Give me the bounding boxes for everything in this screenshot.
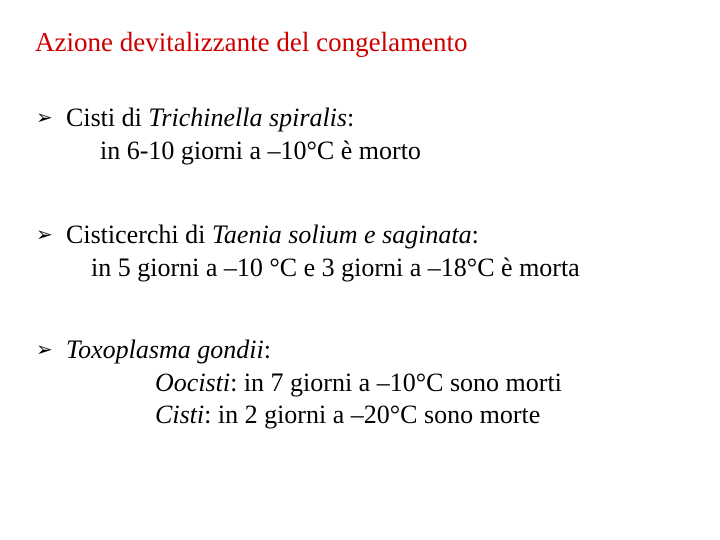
bullet-heading-text [66,219,479,251]
bullet-prefix: Cisticerchi di [66,220,212,249]
bullet-heading [36,334,562,367]
detail-label: Oocisti [155,368,231,397]
detail-text: : in 2 giorni a –20°C sono morte [204,400,541,429]
bullet-heading [36,219,580,252]
arrow-bullet-icon: ➢ [36,105,53,129]
detail-label: Cisti [155,400,205,429]
detail-text: in 5 giorni a –10 °C e 3 giorni a –18°C è morta [91,253,580,282]
bullet-heading-text [66,334,271,366]
bullet-suffix: : [347,103,355,132]
detail-text: : in 7 giorni a –10°C sono morti [230,368,562,397]
bullet-suffix: : [471,220,479,249]
bullet-item-toxoplasma [36,334,562,431]
bullet-heading-text [66,102,354,134]
slide-title: Azione devitalizzante del congelamento [35,27,468,57]
species-name: Toxoplasma gondii [66,335,264,364]
bullet-heading [36,102,421,135]
bullet-item-taenia [36,219,580,284]
detail-text: in 6-10 giorni a –10°C è morto [100,136,421,165]
bullet-prefix: Cisti di [66,103,149,132]
arrow-bullet-icon: ➢ [36,337,53,361]
detail-line [36,252,580,284]
detail-line-cisti [36,399,562,431]
arrow-bullet-icon: ➢ [36,222,53,246]
species-name: Trichinella spiralis [148,103,348,132]
species-name: Taenia solium e saginata [211,220,472,249]
detail-line [36,135,421,167]
bullet-item-trichinella [36,102,421,167]
bullet-suffix: : [263,335,271,364]
detail-line-oocisti [36,367,562,399]
